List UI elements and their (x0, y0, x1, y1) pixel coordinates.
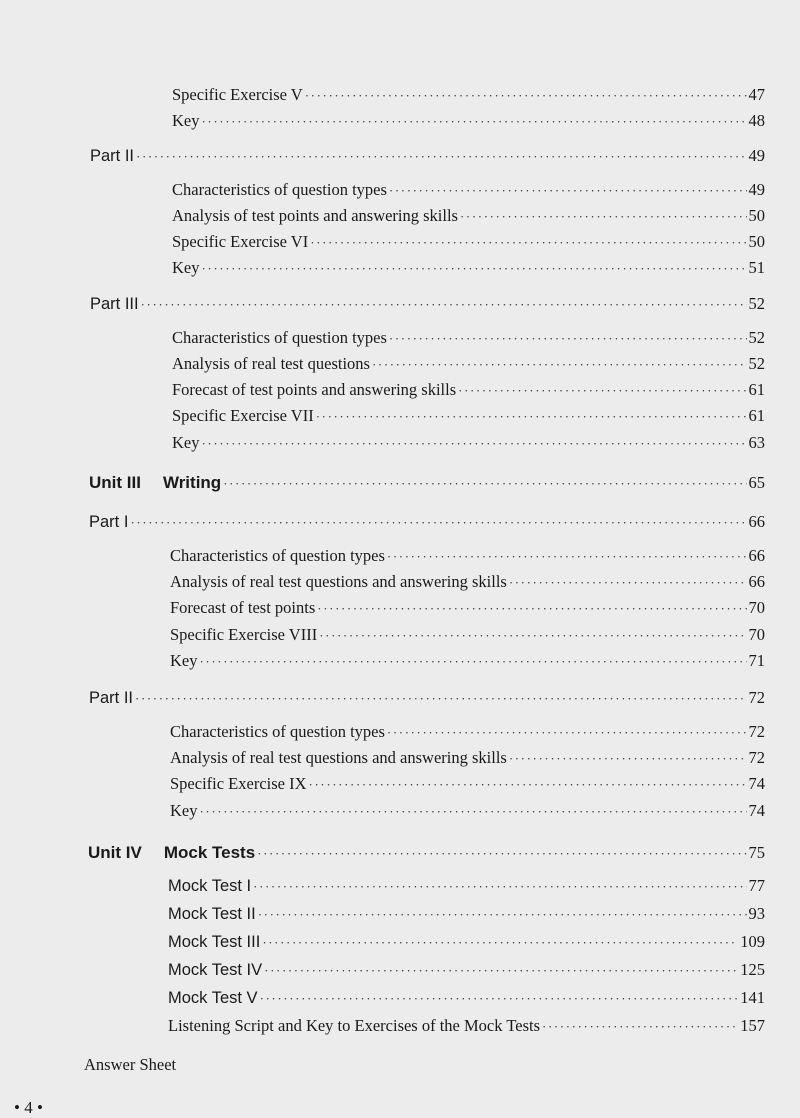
entry-label: Key (172, 258, 200, 277)
entry-label: Forecast of test points (170, 598, 316, 617)
part-label: Part I (89, 513, 129, 531)
entry-page: 157 (740, 1016, 765, 1035)
part-page: 49 (748, 146, 765, 165)
dot-leader (316, 407, 747, 427)
dot-leader (372, 355, 747, 375)
toc-entry (172, 258, 765, 279)
entry-page: 66 (748, 546, 765, 565)
dot-leader (202, 259, 747, 279)
part-page: 66 (748, 512, 765, 531)
entry-page: 63 (748, 433, 765, 452)
dot-leader (200, 802, 747, 822)
entry-label: Specific Exercise V (172, 85, 303, 104)
dot-leader (542, 1017, 738, 1037)
toc-entry (170, 748, 765, 769)
toc-entry (172, 206, 765, 227)
dot-leader (509, 749, 747, 769)
entry-page: 70 (748, 625, 765, 644)
entry-label: Characteristics of question types (170, 722, 385, 741)
dot-leader (257, 844, 746, 864)
entry-page: 51 (748, 258, 765, 277)
entry-page: 72 (748, 722, 765, 741)
dot-leader (258, 905, 747, 925)
dot-leader (387, 547, 747, 567)
toc-part (90, 294, 765, 315)
dot-leader (135, 689, 746, 709)
dot-leader (200, 652, 747, 672)
entry-page: 49 (748, 180, 765, 199)
entry-page: 74 (748, 801, 765, 820)
entry-page: 74 (748, 774, 765, 793)
toc-entry (170, 651, 765, 672)
toc-entry (168, 876, 765, 897)
toc-entry (170, 801, 765, 822)
unit-title: Mock Tests (163, 843, 256, 862)
dot-leader (309, 775, 747, 795)
dot-leader (260, 989, 739, 1009)
dot-leader (223, 474, 746, 494)
unit-page: 65 (748, 473, 765, 492)
answer-sheet-label: Answer Sheet (84, 1055, 177, 1074)
dot-leader (202, 112, 747, 132)
dot-leader (253, 877, 746, 897)
toc-entry (172, 232, 765, 253)
dot-leader (310, 233, 746, 253)
entry-label: Specific Exercise VI (172, 232, 309, 251)
dot-leader (509, 573, 747, 593)
unit-name: Unit IV (88, 843, 142, 862)
entry-page: 141 (740, 988, 765, 1007)
entry-page: 66 (748, 572, 765, 591)
dot-leader (389, 329, 747, 349)
toc-entry (168, 904, 765, 925)
entry-label: Mock Test V (168, 989, 258, 1007)
entry-page: 70 (748, 598, 765, 617)
entry-label: Forecast of test points and answering skills (172, 380, 457, 399)
entry-page: 109 (740, 932, 765, 951)
dot-leader (317, 599, 746, 619)
entry-page: 48 (748, 111, 765, 130)
entry-page: 50 (748, 232, 765, 251)
entry-page: 77 (748, 876, 765, 895)
unit-name: Unit III (89, 473, 141, 492)
dot-leader (141, 295, 747, 315)
toc-unit (88, 843, 765, 864)
toc-entry (172, 380, 765, 401)
entry-label: Analysis of real test questions and answering skills (170, 748, 507, 767)
dot-leader (389, 181, 747, 201)
dot-leader (264, 961, 738, 981)
part-label: Part II (89, 689, 134, 707)
entry-page: 52 (748, 328, 765, 347)
entry-page: 61 (748, 380, 765, 399)
dot-leader (262, 933, 738, 953)
toc-entry (172, 85, 765, 106)
toc-entry (170, 625, 765, 646)
entry-label: Specific Exercise VIII (170, 625, 318, 644)
entry-label: Characteristics of question types (172, 328, 387, 347)
entry-page: 52 (748, 354, 765, 373)
entry-label: Key (170, 651, 198, 670)
entry-label: Key (170, 801, 198, 820)
toc-entry (170, 572, 765, 593)
toc-entry (170, 722, 765, 743)
entry-page: 61 (748, 406, 765, 425)
entry-label: Analysis of test points and answering skills (172, 206, 458, 225)
entry-label: Mock Test IV (168, 961, 263, 979)
entry-label: Key (172, 433, 200, 452)
part-page: 52 (748, 294, 765, 313)
toc-unit (89, 473, 765, 494)
unit-page: 75 (748, 843, 765, 862)
entry-page: 72 (748, 748, 765, 767)
part-label: Part III (90, 295, 139, 313)
toc-entry (170, 546, 765, 567)
entry-page: 93 (748, 904, 765, 923)
dot-leader (319, 626, 746, 646)
part-label: Part II (90, 147, 135, 165)
toc-part (90, 146, 765, 167)
toc-entry (168, 988, 765, 1009)
dot-leader (460, 207, 747, 227)
dot-leader (458, 381, 746, 401)
toc-entry (168, 960, 765, 981)
dot-leader (202, 434, 747, 454)
dot-leader (130, 513, 746, 533)
toc-entry (172, 111, 765, 132)
entry-page: 47 (748, 85, 765, 104)
entry-label: Mock Test II (168, 905, 256, 923)
toc-entry (172, 354, 765, 375)
entry-page: 71 (748, 651, 765, 670)
part-page: 72 (748, 688, 765, 707)
entry-label: Mock Test I (168, 877, 252, 895)
entry-label: Mock Test III (168, 933, 261, 951)
entry-label: Analysis of real test questions (172, 354, 370, 373)
entry-label: Specific Exercise IX (170, 774, 307, 793)
toc-entry (172, 328, 765, 349)
entry-page: 50 (748, 206, 765, 225)
dot-leader (136, 147, 746, 167)
toc-entry (168, 932, 765, 953)
toc-entry (172, 180, 765, 201)
toc-entry (172, 406, 765, 427)
entry-label: Analysis of real test questions and answering skills (170, 572, 507, 591)
entry-label: Listening Script and Key to Exercises of the Mock Tests (168, 1016, 541, 1035)
entry-label: Characteristics of question types (172, 180, 387, 199)
page-number: • 4 • (14, 1098, 43, 1117)
entry-label: Characteristics of question types (170, 546, 385, 565)
toc-part (89, 512, 765, 533)
entry-page: 125 (740, 960, 765, 979)
dot-leader (387, 723, 747, 743)
toc-part (89, 688, 765, 709)
dot-leader (305, 86, 747, 106)
toc-entry (168, 1016, 765, 1037)
toc-entry (172, 433, 765, 454)
unit-title: Writing (162, 473, 222, 492)
entry-label: Specific Exercise VII (172, 406, 314, 425)
entry-label: Key (172, 111, 200, 130)
toc-entry (170, 774, 765, 795)
toc-entry (170, 598, 765, 619)
